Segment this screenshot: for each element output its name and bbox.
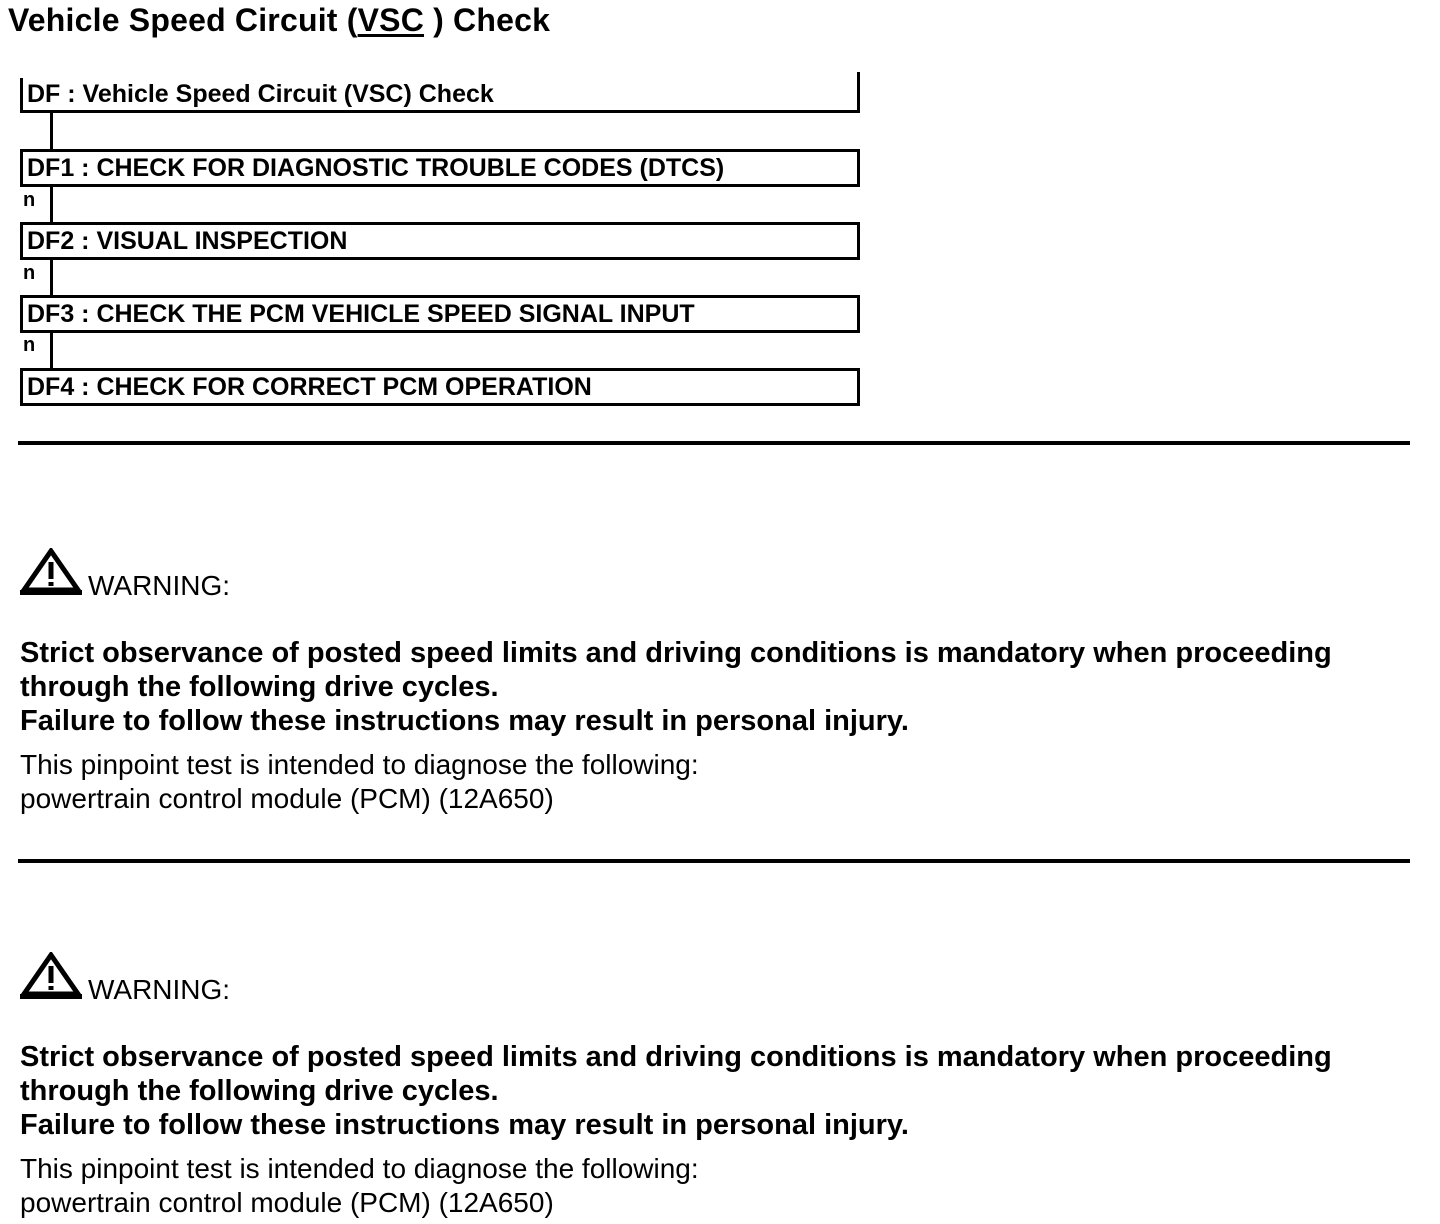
flow-step-df3[interactable]	[20, 295, 860, 333]
section-divider	[18, 441, 1410, 445]
flow-connector	[50, 113, 53, 150]
intro-line: This pinpoint test is intended to diagnose the following:	[20, 749, 699, 780]
flow-step-label: DF1 : CHECK FOR DIAGNOSTIC TROUBLE CODES (DTCS)	[27, 154, 725, 182]
warning-line: Failure to follow these instructions may result in personal injury.	[20, 705, 909, 737]
flow-step-label: DF4 : CHECK FOR CORRECT PCM OPERATION	[27, 373, 592, 401]
warning-triangle-icon	[20, 952, 82, 1000]
warning-line: Strict observance of posted speed limits and driving conditions is mandatory when proceeding	[20, 637, 1332, 669]
connector-label: n	[23, 189, 36, 211]
warning-triangle-icon	[20, 548, 82, 596]
connector-label: n	[23, 334, 36, 356]
warning-line: through the following drive cycles.	[20, 671, 499, 703]
intro-line: powertrain control module (PCM) (12A650)	[20, 1187, 554, 1218]
test-flow-diagram	[0, 0, 900, 420]
section-divider	[18, 859, 1410, 863]
warning-line: Failure to follow these instructions may result in personal injury.	[20, 1109, 909, 1141]
flow-step-df1[interactable]	[20, 149, 860, 187]
flow-step-df[interactable]	[20, 78, 860, 113]
flow-connector	[50, 186, 53, 223]
intro-text	[20, 748, 699, 816]
intro-text	[20, 1152, 699, 1220]
warning-line: through the following drive cycles.	[20, 1075, 499, 1107]
intro-line: This pinpoint test is intended to diagnose the following:	[20, 1153, 699, 1184]
flow-connector	[50, 259, 53, 296]
title-suffix: ) Check	[424, 2, 551, 38]
flow-step-label: DF2 : VISUAL INSPECTION	[27, 227, 348, 255]
warning-text	[20, 636, 1420, 738]
title-abbreviation[interactable]: VSC	[357, 2, 425, 38]
flow-step-df2[interactable]	[20, 222, 860, 260]
flow-step-label: DF3 : CHECK THE PCM VEHICLE SPEED SIGNAL INPUT	[27, 300, 695, 328]
title-prefix: Vehicle Speed Circuit (	[8, 2, 358, 38]
flow-connector	[50, 332, 53, 369]
warning-label: WARNING:	[88, 974, 231, 1005]
warning-label: WARNING:	[88, 570, 231, 601]
warning-text	[20, 1040, 1420, 1142]
flow-step-label: DF : Vehicle Speed Circuit (VSC) Check	[27, 80, 494, 108]
connector-label: n	[23, 262, 36, 284]
intro-line: powertrain control module (PCM) (12A650)	[20, 783, 554, 814]
warning-line: Strict observance of posted speed limits and driving conditions is mandatory when proceeding	[20, 1041, 1332, 1073]
flow-step-df4[interactable]	[20, 368, 860, 406]
